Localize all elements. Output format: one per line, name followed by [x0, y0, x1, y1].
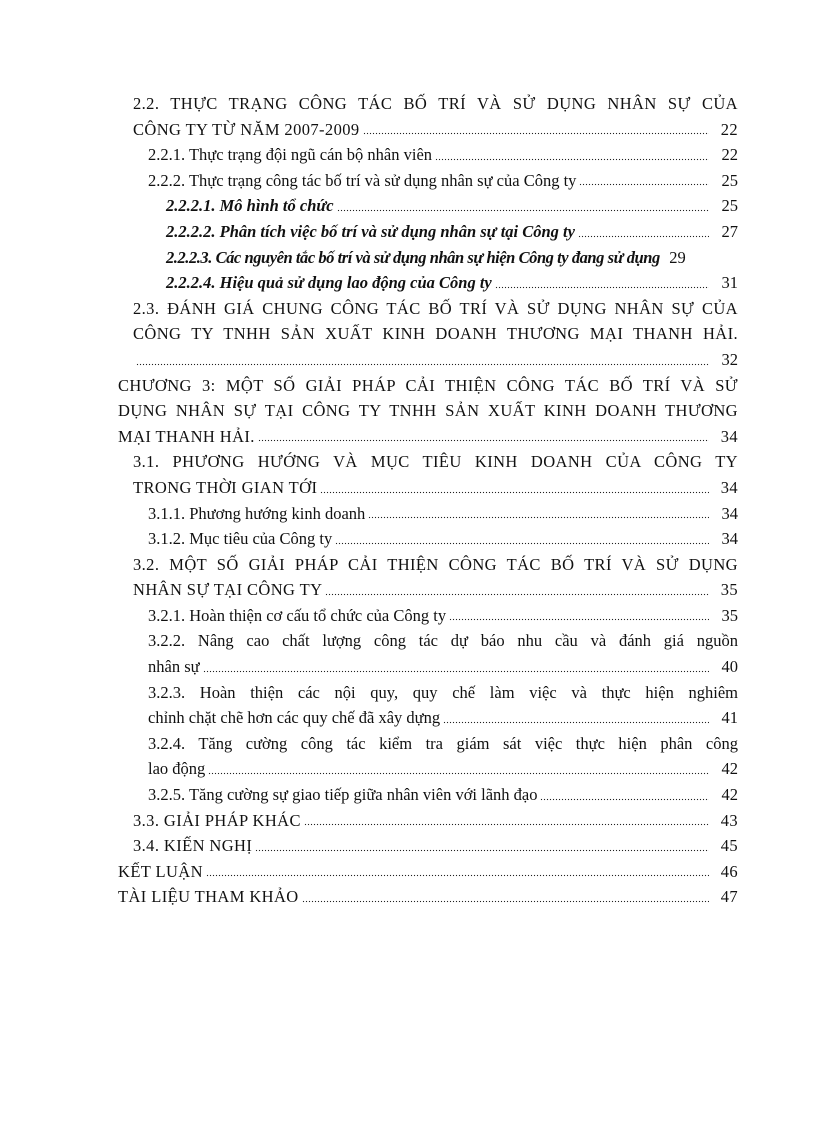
toc-entry-2-2-2[interactable] — [0, 168, 816, 194]
toc-page-number: 27 — [721, 221, 738, 241]
toc-entry-3-2-1[interactable] — [0, 603, 816, 629]
toc-entry-text: MẠI THANH HẢI. — [118, 426, 255, 446]
toc-entry-text: KẾT LUẬN — [118, 861, 203, 881]
toc-entry-text: CÔNG TY TỪ NĂM 2007-2009 — [133, 119, 360, 139]
toc-entry-3-1-1[interactable] — [0, 501, 816, 527]
toc-page-number: 42 — [721, 785, 738, 805]
toc-entry-text: 3.2.3. Hoàn thiện các nội quy, quy chế làm việc và thực hiện nghiêm — [148, 682, 738, 702]
toc-page-number: 42 — [721, 759, 738, 779]
dot-leader — [579, 173, 709, 186]
dot-leader — [443, 711, 709, 724]
toc-entry-text: nhân sự — [148, 657, 200, 677]
toc-entry-text: 3.2.5. Tăng cường sự giao tiếp giữa nhân viên với lãnh đạo — [148, 785, 538, 805]
dot-leader — [302, 890, 709, 903]
toc-entry-3-2[interactable] — [0, 552, 816, 603]
toc-entry-text: DỤNG NHÂN SỰ TẠI CÔNG TY TNHH SẢN XUẤT KINH DOANH THƯƠNG — [118, 401, 738, 421]
toc-page-number: 43 — [720, 810, 738, 830]
toc-entry-2-2-2-3[interactable] — [0, 245, 816, 271]
toc-entry-text: 2.3. ĐÁNH GIÁ CHUNG CÔNG TÁC BỐ TRÍ VÀ SỬ DỤNG NHÂN SỰ CỦA — [133, 298, 738, 318]
toc-entry-2-2-2-4[interactable] — [0, 270, 816, 296]
toc-page-number: 34 — [720, 426, 738, 446]
toc-entry-text: 2.2.2.3. Các nguyên tắc bố trí và sử dụng nhân sự hiện Công ty đang sử dụng — [166, 247, 660, 267]
toc-entry-text: 3.2. MỘT SỐ GIẢI PHÁP CẢI THIỆN CÔNG TÁC BỐ TRÍ VÀ SỬ DỤNG — [133, 554, 738, 574]
toc-entry-text: chỉnh chặt chẽ hơn các quy chế đã xây dựng — [148, 708, 441, 728]
toc-entry-text: lao động — [148, 759, 206, 779]
dot-leader — [335, 532, 709, 545]
dot-leader — [325, 583, 709, 596]
toc-page-number: 22 — [720, 119, 738, 139]
toc-entry-text: 2.2. THỰC TRẠNG CÔNG TÁC BỐ TRÍ VÀ SỬ DỤNG NHÂN SỰ CỦA — [133, 94, 738, 113]
toc-entry-ket-luan[interactable] — [0, 859, 816, 885]
toc-entry-3-1[interactable] — [0, 449, 816, 500]
table-of-contents — [0, 91, 816, 910]
toc-entry-text: 2.2.2. Thực trạng công tác bố trí và sử dụng nhân sự của Công ty — [148, 170, 577, 190]
toc-page-number: 22 — [721, 145, 738, 165]
toc-page-number: 25 — [721, 170, 738, 190]
toc-entry-3-2-5[interactable] — [0, 782, 816, 808]
toc-entry-tai-lieu[interactable] — [0, 884, 816, 910]
toc-entry-text: 2.2.1. Thực trạng đội ngũ cán bộ nhân viên — [148, 145, 433, 165]
dot-leader — [363, 122, 709, 135]
toc-entry-3-3[interactable] — [0, 808, 816, 834]
toc-entry-text: 3.1.1. Phương hướng kinh doanh — [148, 503, 366, 523]
toc-page-number: 41 — [721, 708, 738, 728]
dot-leader — [206, 864, 709, 877]
dot-leader — [368, 506, 709, 519]
toc-entry-text: 2.2.2.1. Mô hình tổ chức — [166, 196, 334, 216]
toc-entry-text: TRONG THỜI GIAN TỚI — [133, 477, 318, 497]
toc-page-number: 47 — [720, 887, 738, 907]
dot-leader — [435, 148, 709, 161]
dot-leader — [337, 199, 709, 212]
toc-entry-text: 3.2.2. Nâng cao chất lượng công tác dự báo nhu cầu và đánh giá nguồn — [148, 631, 738, 651]
toc-page-number: 32 — [721, 349, 738, 369]
toc-entry-text: CHƯƠNG 3: MỘT SỐ GIẢI PHÁP CẢI THIỆN CÔNG TÁC BỐ TRÍ VÀ SỬ — [118, 375, 738, 395]
dot-leader — [320, 481, 709, 494]
toc-page-number: 46 — [720, 861, 738, 881]
toc-entry-text: 3.3. GIẢI PHÁP KHÁC — [133, 810, 301, 830]
toc-page-number: 25 — [721, 196, 738, 216]
toc-entry-text: 3.2.1. Hoàn thiện cơ cấu tổ chức của Công ty — [148, 605, 447, 625]
toc-entry-3-1-2[interactable] — [0, 526, 816, 552]
dot-leader — [255, 839, 709, 852]
toc-entry-3-4[interactable] — [0, 833, 816, 859]
dot-leader — [495, 276, 709, 289]
toc-entry-2-3[interactable] — [0, 296, 816, 373]
toc-entry-text: NHÂN SỰ TẠI CÔNG TY — [133, 580, 323, 600]
dot-leader — [208, 762, 709, 775]
toc-entry-text: 2.2.2.4. Hiệu quả sử dụng lao động của Công ty — [166, 273, 492, 293]
toc-page-number: 31 — [721, 273, 738, 293]
toc-page-number: 40 — [721, 657, 738, 677]
toc-page-number: 45 — [720, 836, 738, 856]
dot-leader — [449, 608, 709, 621]
toc-entry-2-2[interactable] — [0, 91, 816, 142]
toc-entry-2-2-1[interactable] — [0, 142, 816, 168]
toc-page-number: 34 — [720, 477, 738, 497]
dot-leader — [136, 353, 709, 366]
toc-entry-2-2-2-1[interactable] — [0, 193, 816, 219]
toc-entry-3-2-4[interactable] — [0, 731, 816, 782]
dot-leader — [540, 788, 709, 801]
toc-entry-3-2-3[interactable] — [0, 680, 816, 731]
toc-entry-text: CÔNG TY TNHH SẢN XUẤT KINH DOANH THƯƠNG MẠI THANH HẢI. — [133, 324, 738, 344]
toc-entry-text: 2.2.2.2. Phân tích việc bố trí và sử dụng nhân sự tại Công ty — [166, 221, 575, 241]
toc-entry-text: TÀI LIỆU THAM KHẢO — [118, 887, 299, 907]
dot-leader — [258, 429, 709, 442]
toc-page-number: 35 — [721, 605, 738, 625]
toc-entry-text: 3.1.2. Mục tiêu của Công ty — [148, 529, 333, 549]
toc-entry-chapter-3[interactable] — [0, 373, 816, 450]
toc-entry-text: 3.4. KIẾN NGHỊ — [133, 836, 253, 856]
toc-entry-3-2-2[interactable] — [0, 628, 816, 679]
dot-leader — [304, 813, 709, 826]
toc-page-number: 35 — [720, 580, 738, 600]
dot-leader — [578, 225, 709, 238]
toc-entry-text: 3.1. PHƯƠNG HƯỚNG VÀ MỤC TIÊU KINH DOANH CỦA CÔNG TY — [133, 452, 738, 472]
toc-entry-2-2-2-2[interactable] — [0, 219, 816, 245]
toc-page-number: 34 — [721, 503, 738, 523]
toc-page-number: 34 — [721, 529, 738, 549]
dot-leader — [203, 660, 709, 673]
toc-entry-text: 3.2.4. Tăng cường công tác kiểm tra giám sát việc thực hiện phân công — [148, 733, 738, 753]
toc-page-number: 29 — [669, 247, 686, 267]
